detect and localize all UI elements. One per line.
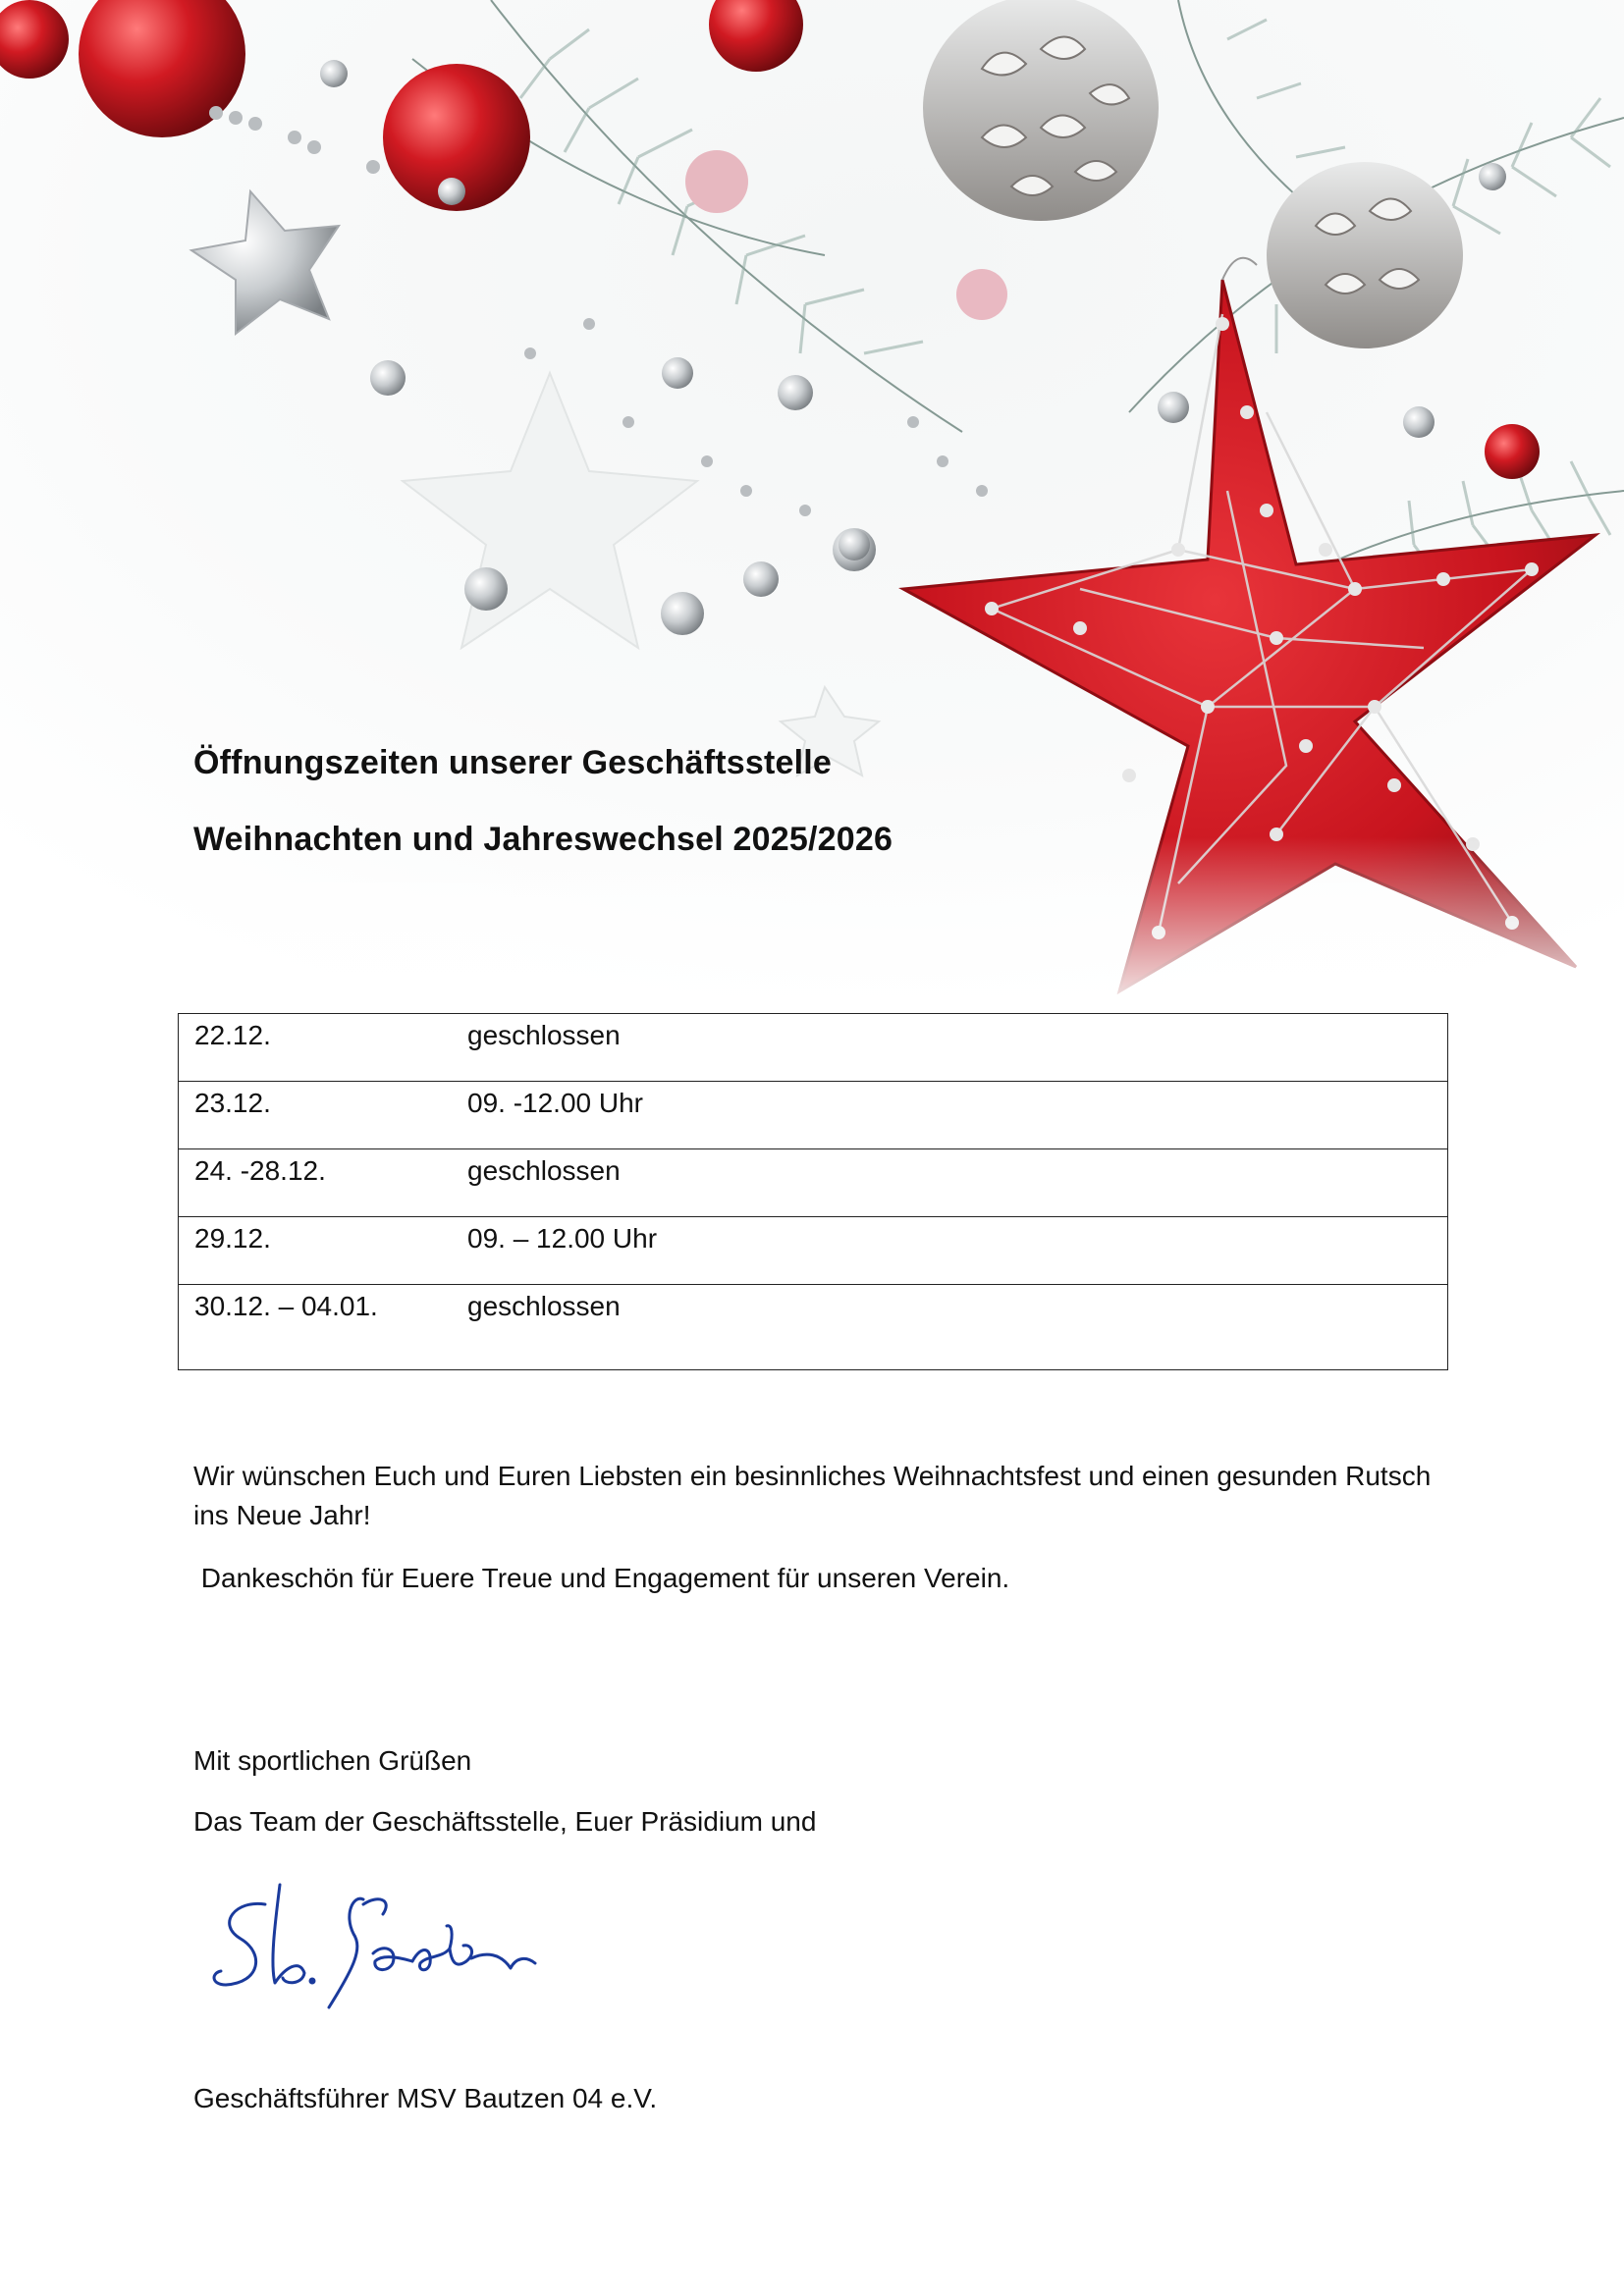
signer-title: Geschäftsführer MSV Bautzen 04 e.V. — [193, 2083, 658, 2113]
thanks-text: Dankeschön für Euere Treue und Engagement für unseren Verein. — [193, 1563, 1010, 1593]
table-row — [179, 1082, 1447, 1149]
team-line: Das Team der Geschäftsstelle, Euer Präsidium und — [193, 1806, 817, 1837]
date-cell: 23.12. — [194, 1088, 271, 1118]
closing-greeting: Mit sportlichen Grüßen — [193, 1745, 472, 1776]
date-cell: 30.12. – 04.01. — [194, 1291, 378, 1321]
handwritten-signature — [206, 1875, 560, 2022]
hours-cell: 09. -12.00 Uhr — [467, 1088, 643, 1118]
table-row — [179, 1014, 1447, 1082]
christmas-banner-image — [0, 0, 1624, 1021]
opening-hours-table — [178, 1013, 1448, 1370]
holiday-wish: Wir wünschen Euch und Euren Liebsten ein besinnliches Weihnachtsfest und einen gesunden Rutsch ins Neue Jahr! — [193, 1461, 1432, 1530]
page-title: Öffnungszeiten unserer Geschäftsstelle — [193, 744, 832, 781]
date-cell: 29.12. — [194, 1223, 271, 1254]
hours-cell: geschlossen — [467, 1155, 621, 1186]
date-cell: 24. -28.12. — [194, 1155, 326, 1186]
table-row — [179, 1149, 1447, 1217]
table-row — [179, 1285, 1447, 1369]
date-cell: 22.12. — [194, 1020, 271, 1050]
table-row — [179, 1217, 1447, 1285]
page-subtitle: Weihnachten und Jahreswechsel 2025/2026 — [193, 821, 893, 858]
hours-cell: geschlossen — [467, 1291, 621, 1321]
hours-cell: geschlossen — [467, 1020, 621, 1050]
hours-cell: 09. – 12.00 Uhr — [467, 1223, 658, 1254]
